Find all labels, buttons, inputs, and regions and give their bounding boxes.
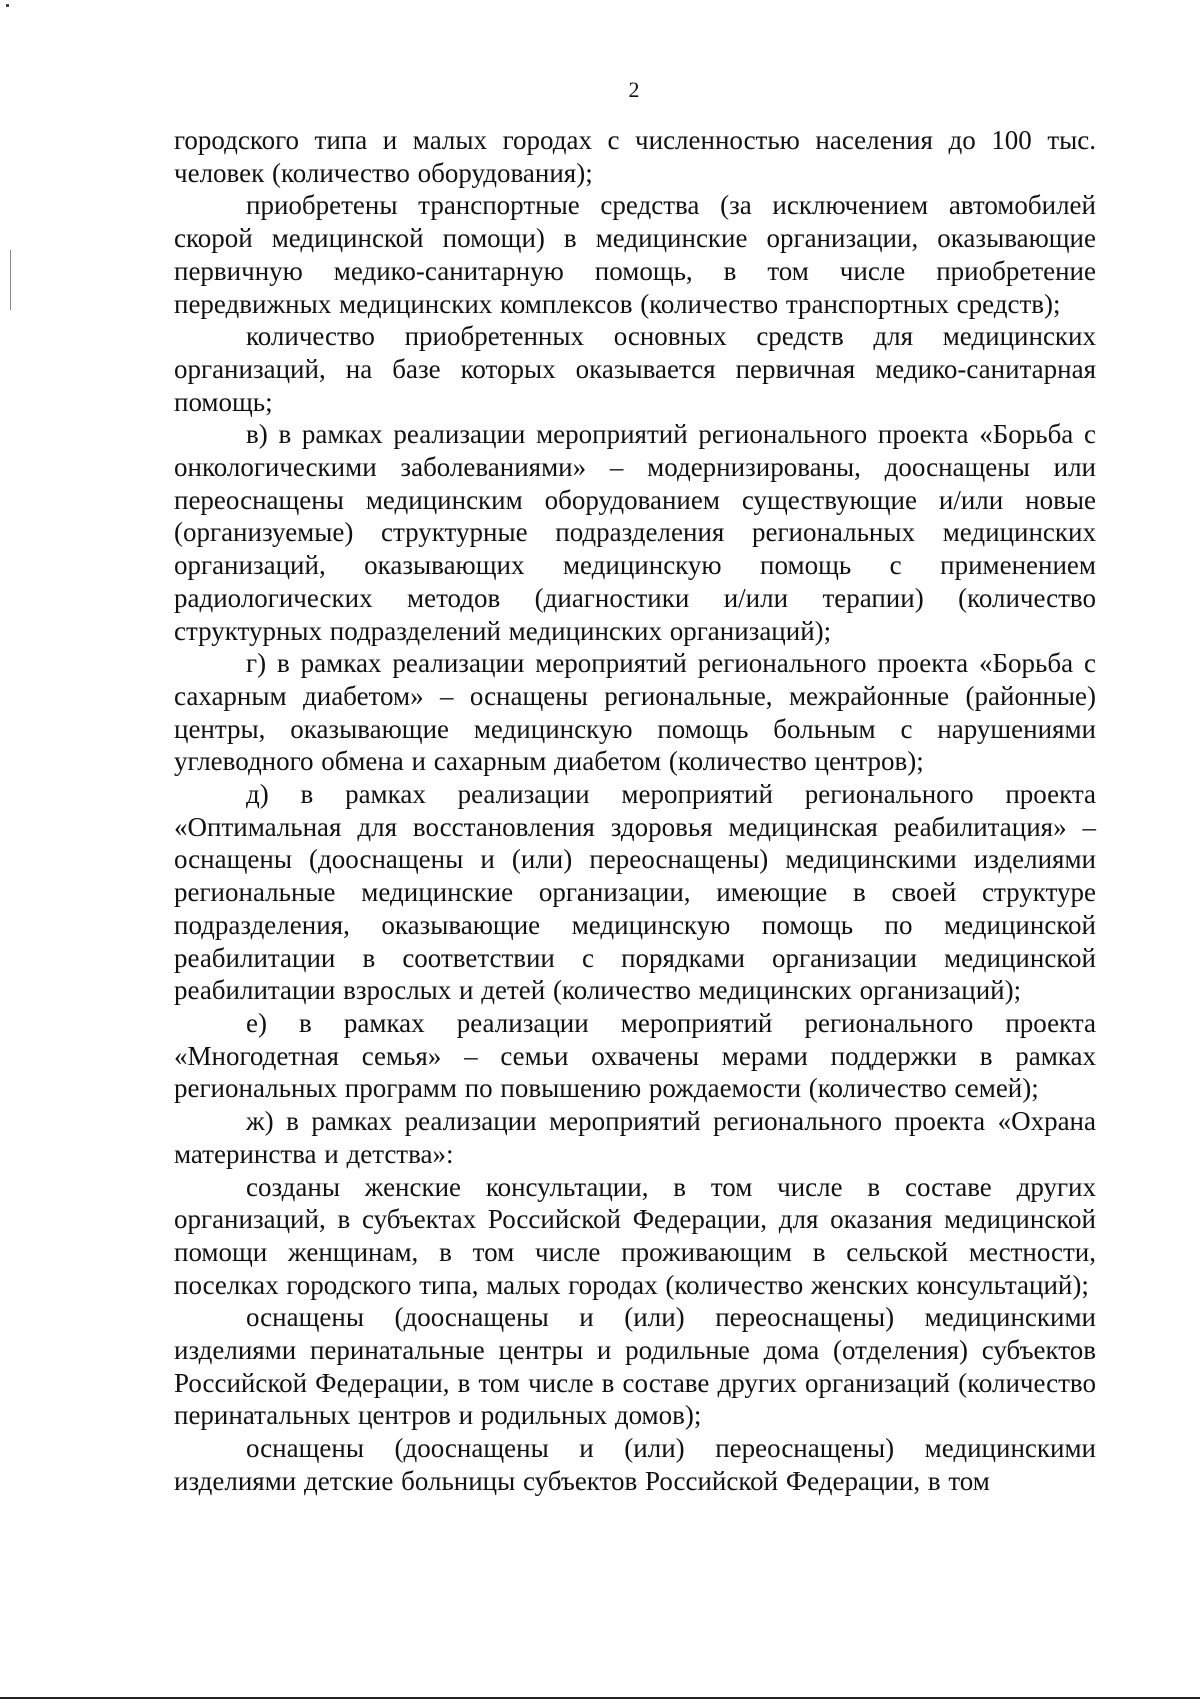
scan-artifact-line	[10, 250, 11, 310]
paragraph: приобретены транспортные средства (за исключением автомобилей скорой медицинской помощи) в медицинские организации, оказывающие первичную медико-санитарную помощь, в том числе приобретение передвижных медицинских комплексов (количество транспортных средств);	[174, 190, 1096, 319]
paragraph: оснащены (дооснащены и (или) переоснащены) медицинскими изделиями детские больницы субъектов Российской Федерации, в том	[174, 1433, 1096, 1496]
document-body	[174, 124, 1096, 1498]
paragraph: г) в рамках реализации мероприятий регионального проекта «Борьба с сахарным диабетом» – оснащены региональные, межрайонные (районные) центры, оказывающие медицинскую помощь больным с нарушениями углеводного обмена и сахарным диабетом (количество центров);	[174, 648, 1096, 777]
scan-corner-mark	[6, 4, 9, 7]
paragraph: количество приобретенных основных средств для медицинских организаций, на базе которых оказывается первичная медико-санитарная помощь;	[174, 321, 1096, 417]
paragraph: ж) в рамках реализации мероприятий регионального проекта «Охрана материнства и детства»:	[174, 1106, 1096, 1169]
paragraph: городского типа и малых городах с численностью населения до 100 тыс. человек (количество оборудования);	[174, 125, 1096, 188]
paragraph: в) в рамках реализации мероприятий регионального проекта «Борьба с онкологическими заболеваниями» – модернизированы, дооснащены или переоснащены медицинским оборудованием существующие и/или новые (организуемые) структурные подразделения региональных медицинских организаций, оказывающих медицинскую помощь с применением радиологических методов (диагностики и/или терапии) (количество структурных подразделений медицинских организаций);	[174, 419, 1096, 646]
page-bottom-edge	[0, 1697, 1200, 1699]
paragraph: оснащены (дооснащены и (или) переоснащены) медицинскими изделиями перинатальные центры и родильные дома (отделения) субъектов Российской Федерации, в том числе в составе других организаций (количество перинатальных центров и родильных домов);	[174, 1302, 1096, 1431]
paragraph: д) в рамках реализации мероприятий регионального проекта «Оптимальная для восстановления здоровья медицинская реабилитация» – оснащены (дооснащены и (или) переоснащены) медицинскими изделиями региональные медицинские организации, имеющие в своей структуре подразделения, оказывающие медицинскую помощь по медицинской реабилитации в соответствии с порядками организации медицинской реабилитации взрослых и детей (количество медицинских организаций);	[174, 779, 1096, 1006]
paragraph: созданы женские консультации, в том числе в составе других организаций, в субъектах Российской Федерации, для оказания медицинской помощи женщинам, в том числе проживающим в сельской местности, поселках городского типа, малых городах (количество женских консультаций);	[174, 1171, 1096, 1300]
paragraph: е) в рамках реализации мероприятий регионального проекта «Многодетная семья» – семьи охвачены мерами поддержки в рамках региональных программ по повышению рождаемости (количество семей);	[174, 1007, 1096, 1104]
page-number: 2	[628, 77, 640, 102]
